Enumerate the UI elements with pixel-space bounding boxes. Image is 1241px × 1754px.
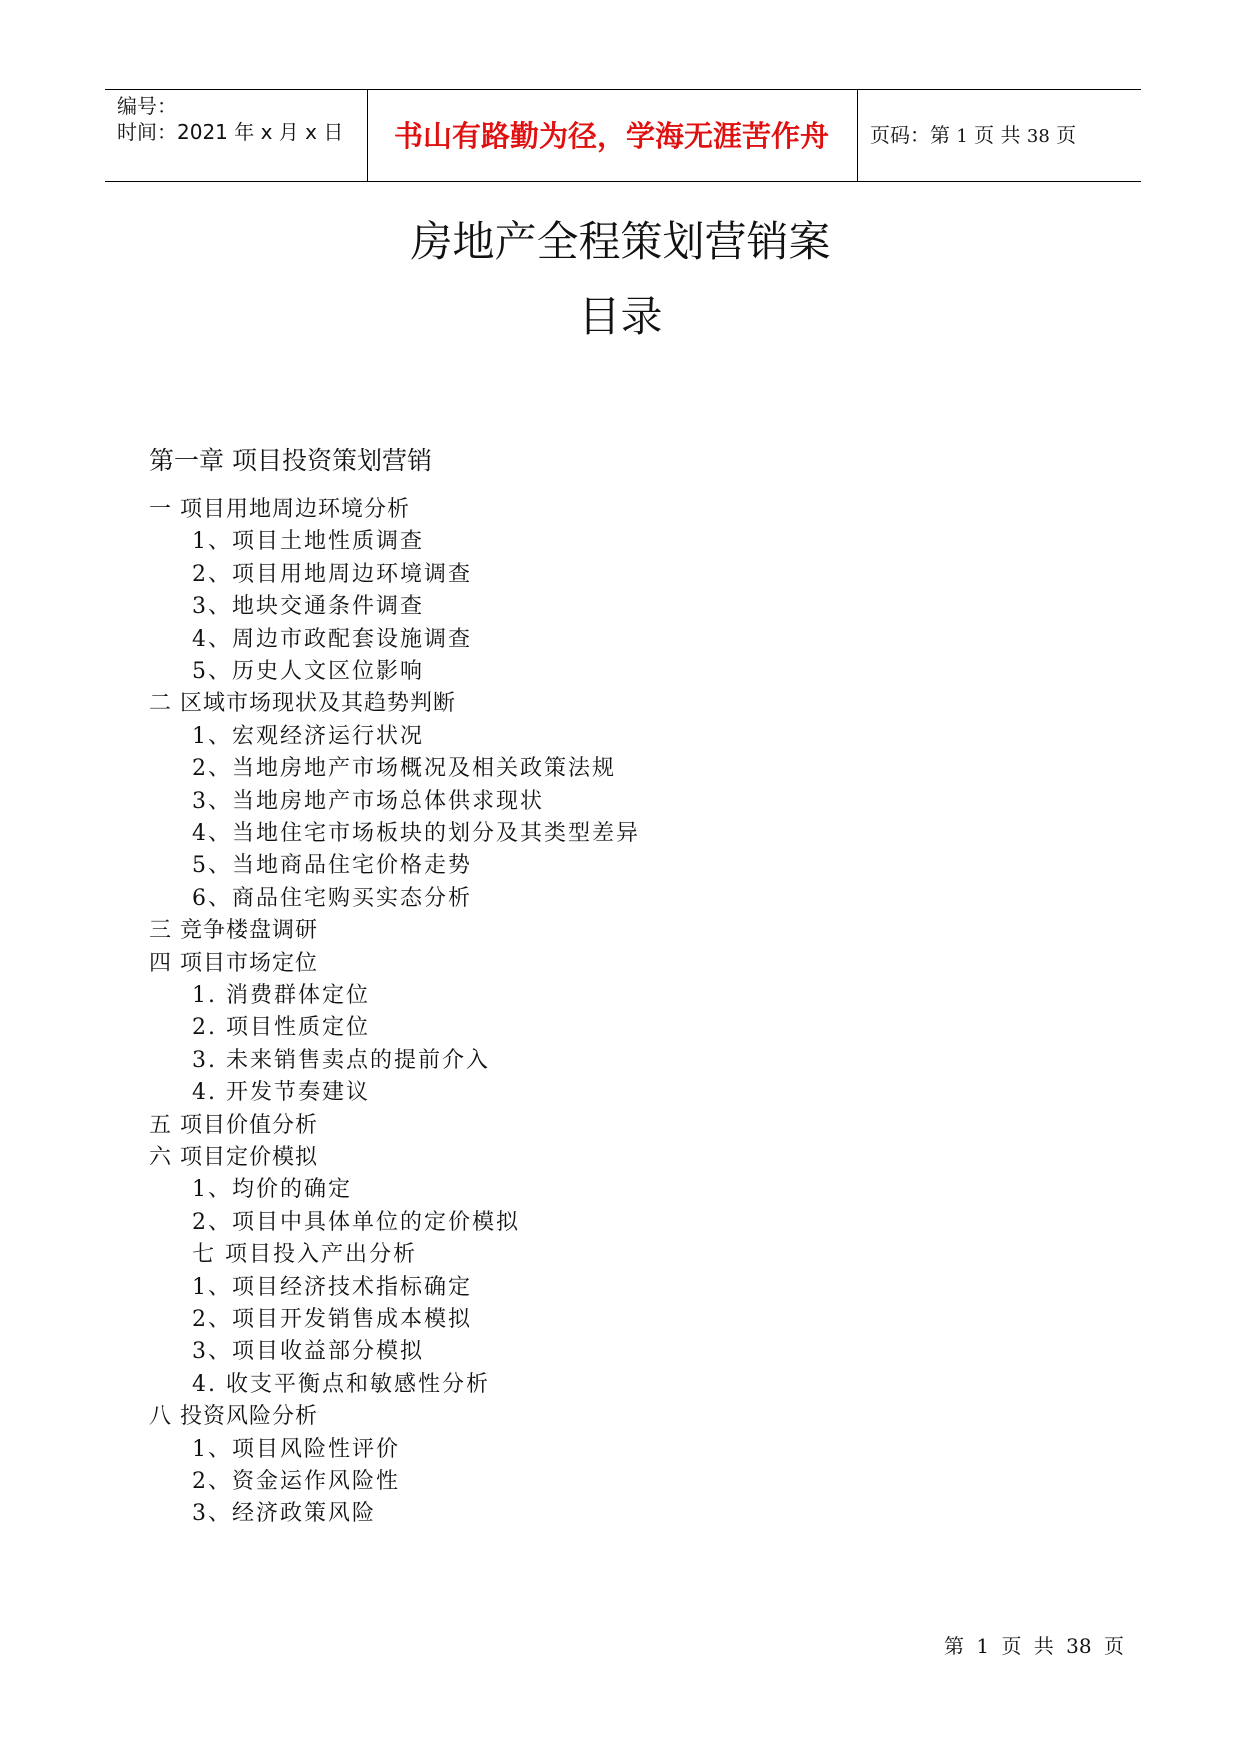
toc-subsection-entry: 1、项目土地性质调查: [192, 529, 424, 555]
toc-subsection-entry: 4. 收支平衡点和敏感性分析: [192, 1371, 490, 1397]
chapter-heading: 第一章 项目投资策划营销: [149, 446, 432, 475]
toc-subsection-entry: 3. 未来销售卖点的提前介入: [192, 1047, 490, 1073]
toc-subsection-entry: 2、项目中具体单位的定价模拟: [192, 1209, 520, 1235]
toc-subsection-entry: 4. 开发节奏建议: [192, 1080, 370, 1106]
document-time-label: 时间：2021 年 x 月 x 日: [117, 120, 344, 144]
toc-subsection-entry: 6、商品住宅购买实态分析: [192, 885, 472, 911]
toc-subsection-entry: 3、当地房地产市场总体供求现状: [192, 788, 544, 814]
toc-subsection-entry: 2、当地房地产市场概况及相关政策法规: [192, 756, 616, 782]
toc-subsection-entry: 2. 项目性质定位: [192, 1015, 370, 1041]
toc-title: 目录: [578, 292, 663, 341]
toc-subsection-entry: 2、项目用地周边环境调查: [192, 561, 472, 587]
toc-subsection-entry: 5、历史人文区位影响: [192, 659, 424, 684]
toc-section-entry: 二 区域市场现状及其趋势判断: [149, 691, 456, 717]
page-code-prefix: 页码：第: [870, 123, 957, 147]
toc-section-entry: 五 项目价值分析: [149, 1112, 318, 1138]
page-code-middle: 页 共: [967, 123, 1027, 147]
toc-subsection-entry: 2、项目开发销售成本模拟: [192, 1307, 472, 1332]
toc-subsection-entry: 4、当地住宅市场板块的划分及其类型差异: [192, 821, 640, 846]
toc-section-entry: 四 项目市场定位: [149, 950, 318, 976]
toc-subsection-entry: 1、均价的确定: [192, 1177, 352, 1203]
toc-subsection-entry: 3、项目收益部分模拟: [192, 1339, 424, 1365]
toc-section-entry: 六 项目定价模拟: [149, 1145, 318, 1170]
page-code-current: 1: [956, 126, 968, 147]
toc-subsection-entry: 3、经济政策风险: [192, 1501, 376, 1527]
toc-subsection-entry: 5、当地商品住宅价格走势: [192, 853, 472, 879]
page-code-suffix: 页: [1049, 123, 1077, 147]
page-footer: 第 1 页 共 38 页: [944, 1634, 1124, 1658]
document-header-table: [105, 89, 1141, 182]
toc-subsection-entry: 七 项目投入产出分析: [192, 1242, 417, 1268]
toc-subsection-entry: 4、周边市政配套设施调查: [192, 626, 472, 652]
header-left-cell: [105, 90, 367, 181]
header-motto: 书山有路勤为径，学海无涯苦作舟: [394, 119, 830, 153]
toc-subsection-entry: 1. 消费群体定位: [192, 983, 370, 1008]
page-code-total: 38: [1026, 126, 1050, 147]
toc-section-entry: 三 竞争楼盘调研: [149, 918, 318, 944]
toc-section-entry: 八 投资风险分析: [149, 1404, 318, 1430]
header-motto-cell: [367, 90, 858, 181]
header-page-code-cell: [858, 90, 1141, 181]
toc-subsection-entry: 1、项目风险性评价: [192, 1436, 400, 1462]
toc-subsection-entry: 1、项目经济技术指标确定: [192, 1274, 472, 1300]
toc-subsection-entry: 3、地块交通条件调查: [192, 594, 424, 620]
toc-subsection-entry: 1、宏观经济运行状况: [192, 723, 424, 749]
toc-subsection-entry: 2、资金运作风险性: [192, 1469, 400, 1494]
toc-section-entry: 一 项目用地周边环境分析: [149, 497, 410, 522]
document-title: 房地产全程策划营销案: [410, 217, 831, 266]
header-page-code: [870, 123, 1076, 149]
document-number-label: 编号：: [117, 94, 177, 118]
